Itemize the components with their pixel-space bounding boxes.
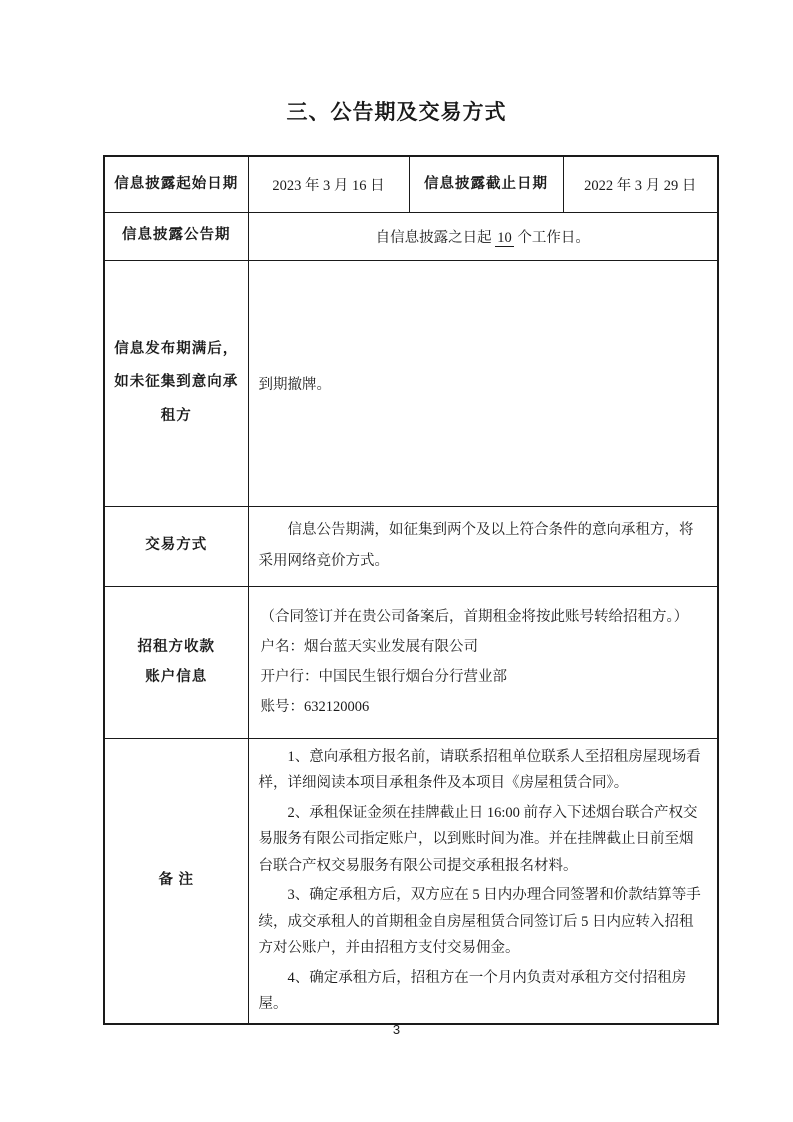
- payee-account-value: [248, 586, 718, 738]
- transaction-method-label: 交易方式: [104, 506, 248, 586]
- no-tenant-outcome-label: 信息发布期满后，如未征集到意向承租方: [104, 260, 248, 506]
- remarks-label: 备 注: [104, 738, 248, 1024]
- remark-item-4: 4、确定承租方后，招租方在一个月内负责对承租方交付招租房屋。: [258, 969, 687, 1012]
- payee-account-label-line2: 账户信息: [145, 669, 208, 685]
- table-row-payee-account: [104, 586, 718, 738]
- remarks-value: [248, 738, 718, 1024]
- no-tenant-outcome-value: 到期撤牌。: [248, 260, 718, 506]
- remark-item-2: 2、承租保证金须在挂牌截止日 16:00 前存入下述烟台联合产权交易服务有限公司指定账户，以到账时间为准。并在挂牌截止日前至烟台联合产权交易服务有限公司提交承租报名材料。: [258, 804, 698, 874]
- payee-account-note: （合同签订并在贵公司备案后，首期租金将按此账号转给招租方。）: [260, 609, 689, 625]
- announcement-period-label: 信息披露公告期: [104, 212, 248, 260]
- period-text-prefix: 自信息披露之日起: [375, 229, 496, 246]
- payee-account-label-line1: 招租方收款: [137, 639, 215, 655]
- transaction-method-text: 信息公告期满，如征集到两个及以上符合条件的意向承租方，将采用网络竞价方式。: [258, 522, 694, 569]
- table-row-remarks: [104, 738, 718, 1024]
- disclosure-start-date-label: 信息披露起始日期: [104, 156, 248, 212]
- payee-account-name: 户名：烟台蓝天实业发展有限公司: [260, 639, 478, 655]
- announcement-table: [103, 155, 719, 1025]
- announcement-period-value: [248, 212, 718, 260]
- page-number: 3: [392, 1022, 401, 1037]
- period-days-number: 10: [497, 229, 512, 246]
- period-text-suffix: 个工作日。: [513, 229, 590, 246]
- payee-account-bank: 开户行：中国民生银行烟台分行营业部: [260, 669, 507, 685]
- transaction-method-value: [248, 506, 718, 586]
- table-row-announcement-period: [104, 212, 718, 260]
- disclosure-end-date-value: 2022 年 3 月 29 日: [563, 156, 718, 212]
- payee-account-number: 账号：632120006: [260, 699, 370, 715]
- table-row-no-tenant-outcome: [104, 260, 718, 506]
- page-title: 三、公告期及交易方式: [286, 100, 507, 124]
- payee-account-label: [104, 586, 248, 738]
- table-row-disclosure-dates: [104, 156, 718, 212]
- remark-item-3: 3、确定承租方后，双方应在 5 日内办理合同签署和价款结算等手续，成交承租人的首期租金自房屋租赁合同签订后 5 日内应转入招租方对公账户，并由招租方支付交易佣金。: [258, 887, 701, 956]
- disclosure-end-date-label: 信息披露截止日期: [409, 156, 563, 212]
- table-row-transaction-method: [104, 506, 718, 586]
- disclosure-start-date-value: 2023 年 3 月 16 日: [248, 156, 409, 212]
- remark-item-1: 1、意向承租方报名前，请联系招租单位联系人至招租房屋现场看样，详细阅读本项目承租条件及本项目《房屋租赁合同》。: [258, 748, 701, 791]
